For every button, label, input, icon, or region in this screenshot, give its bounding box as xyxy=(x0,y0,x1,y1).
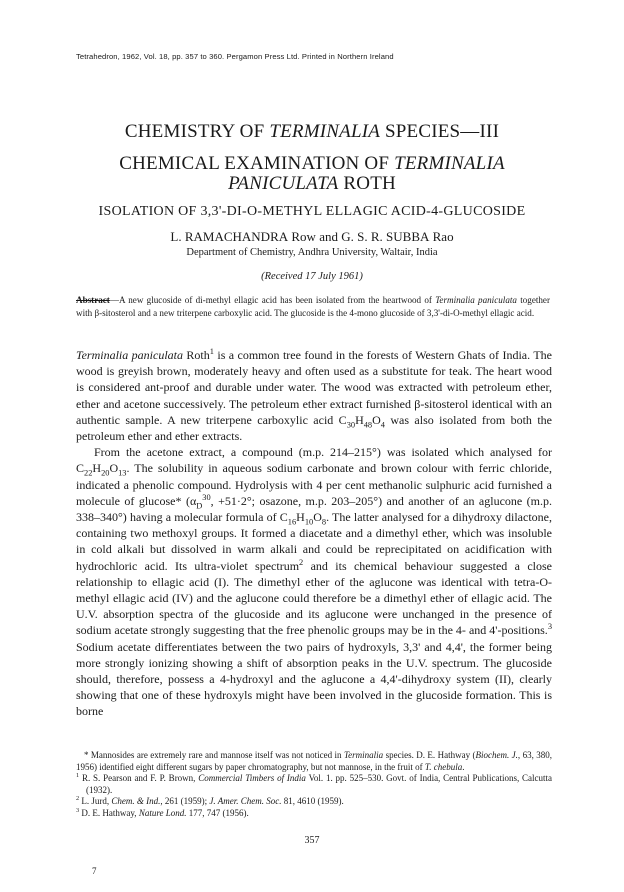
text: H xyxy=(92,461,102,476)
text: Roth xyxy=(182,348,210,362)
author-name: L. R xyxy=(170,229,194,244)
paragraph-2 xyxy=(76,444,552,719)
subscript: 22 xyxy=(84,468,93,478)
species-name: T. chebula xyxy=(424,761,463,772)
text: species. D. E. Hathway ( xyxy=(383,750,476,760)
species-name: Terminalia paniculata xyxy=(76,348,183,362)
text: R. S. Pearson and F. P. Brown, xyxy=(79,773,199,784)
subtitle: ISOLATION OF 3,3'-DI-O-METHYL ELLAGIC ACID-4-GLUCOSIDE xyxy=(98,204,526,219)
abstract-text: —A new glucoside of di-methyl ellagic acid has been isolated from the heartwood of xyxy=(109,295,436,305)
text: . The solubility in aqueous sodium carbonate and brown colour with ferric chloride, indicated a phenolic compound. Hydrolysis with 4 per cent methanolic sulphuric acid furnished a molecule of glucose* (α xyxy=(76,461,552,508)
author-name: G. S. R. S xyxy=(341,229,394,244)
title-text: CHEMICAL EXAMINATION OF xyxy=(119,153,395,174)
text: L. Jurd, xyxy=(79,796,112,807)
footnotes xyxy=(76,750,552,820)
subscript: 8 xyxy=(321,517,327,527)
footnote-ref-2 xyxy=(76,796,552,808)
subscript: 20 xyxy=(101,468,110,478)
ref-marker: 3 xyxy=(547,622,552,632)
ref-marker: 2 xyxy=(299,557,304,567)
subscript: 13 xyxy=(118,468,127,478)
body-text xyxy=(76,347,552,720)
title-genus: TERMINALIA xyxy=(269,121,381,142)
text: O xyxy=(372,412,381,427)
ref-number: 3 xyxy=(76,806,80,814)
author-name: UBBA xyxy=(393,229,430,244)
author-name: AMACHANDRA xyxy=(193,229,289,244)
footnote-ref-1 xyxy=(76,773,552,796)
signature-mark: 7 xyxy=(92,866,97,876)
subscript: 30 xyxy=(346,420,356,430)
book-title: Commercial Timbers of India xyxy=(198,773,306,784)
title-species: PANICULATA xyxy=(228,173,339,194)
journal-citation: Tetrahedron, 1962, Vol. 18, pp. 357 to 360. Pergamon Press Ltd. Printed in Northern Ireland xyxy=(76,52,394,61)
footnote-star xyxy=(76,750,552,773)
text: O xyxy=(109,461,119,476)
text: Sodium acetate differentiates between the two pairs of hydroxyls, 3,3' and 4,4', the former being more strongly ionizing showing a shift of absorption peaks in the U.V. spectrum. The glucoside should, therefore, possess a 4-hydroxyl and the aglucone a 4,4'-dihydroxy system (II), clearly showing that one of these hydroxyls might have been involved in the glucoside formation. This is borne xyxy=(76,639,552,719)
affiliation: Department of Chemistry, Andhra University, Waltair, India xyxy=(186,247,438,258)
page-number: 357 xyxy=(304,835,320,846)
author-name: Rao xyxy=(429,229,454,244)
subscript: 10 xyxy=(304,517,314,527)
title-genus: TERMINALIA xyxy=(394,153,505,174)
text: O xyxy=(313,510,322,525)
title-line-2 xyxy=(0,153,624,175)
subscript: D xyxy=(196,501,203,511)
text: and its chemical behaviour suggested a close relationship to ellagic acid (I). The dimethyl ether of the aglucone was identical with tetra-O-methyl ellagic acid (IV) and the aglucone could therefore be a dimethyl ether of ellagic acid. The U.V. absorption spectra of the glucoside and its aglucone were unchanged in the presence of sodium acetate strongly suggesting that the free phenolic groups may be in the 4- and 4'-positions. xyxy=(76,558,553,638)
paragraph-1 xyxy=(76,347,552,444)
text: . The latter analysed for a dihydroxy dilactone, containing two methoxyl groups. It formed a diacetate and a dimethyl ether, which was insoluble in cold alkali but dissolved in warm alkali and could be reprecipitated on acidification with hydrochloric acid. Its ultra-violet spectrum xyxy=(76,510,552,573)
text: 177, 747 (1956). xyxy=(186,807,249,818)
footnote-ref-3 xyxy=(76,808,552,820)
authors xyxy=(0,229,624,245)
title-text: SPECIES—III xyxy=(380,121,500,142)
text: D. E. Hathway, xyxy=(79,807,139,818)
journal-name: Chem. & Ind. xyxy=(111,796,161,807)
journal-name: J. Amer. Chem. Soc. xyxy=(209,796,282,807)
text: was also isolated from both the petroleum ether and ether extracts. xyxy=(76,412,552,444)
superscript: 30 xyxy=(202,492,211,502)
text: Vol. 1. pp. 525–530. Govt. of India, Central Publications, Calcutta (1932). xyxy=(86,773,552,795)
text: . xyxy=(462,761,465,772)
abstract-species: Terminalia paniculata xyxy=(435,295,517,305)
title-text: CHEMISTRY OF xyxy=(124,121,270,142)
ref-number: 1 xyxy=(76,772,80,780)
text: 81, 4610 (1959). xyxy=(281,796,344,807)
text: , +51·2°; osazone, m.p. 203–205°) and another of an aglucone (m.p. 338–340°) having a molecular formula of C xyxy=(76,493,552,525)
subscript: 48 xyxy=(363,420,373,430)
text: H xyxy=(355,412,364,427)
species-name: Terminalia xyxy=(343,750,384,760)
text: is a common tree found in the forests of Western Ghats of India. The wood is greyish brown, moderately heavy and often used as a substitute for teak. The heart wood is considered ant-proof and durable under water. The wood was extracted with petroleum ether, ether and acetone successively. The petroleum ether extract furnished β-sitosterol identical with an authentic sample. A new triterpene carboxylic acid C xyxy=(76,348,552,427)
subscript: 16 xyxy=(287,517,297,527)
text: * Mannosides are extremely rare and mannose itself was not noticed in xyxy=(84,750,344,760)
journal-name: Nature Lond. xyxy=(138,807,187,818)
title-line-3 xyxy=(0,173,624,195)
author-conjunction: and xyxy=(315,229,342,244)
text: H xyxy=(296,510,305,525)
journal-name: Biochem. J. xyxy=(475,750,518,760)
ref-marker: 1 xyxy=(209,347,214,356)
abstract xyxy=(76,294,550,320)
author-name: Row xyxy=(288,229,316,244)
abstract-text: together with β-sitosterol and a new triterpene carboxylic acid. The glucoside is the 4-mono glucoside of 3,3'-di-O-methyl ellagic acid. xyxy=(76,295,551,318)
abstract-label: Abstract xyxy=(76,295,110,305)
text: , 261 (1959); xyxy=(160,796,210,807)
title-line-1 xyxy=(0,121,624,143)
title-text: ROTH xyxy=(338,173,396,194)
subscript: 4 xyxy=(380,420,385,430)
text: From the acetone extract, a compound (m.p. 214–215°) was isolated which analysed for C xyxy=(76,445,552,476)
ref-number: 2 xyxy=(76,795,80,803)
text: , 63, 380, 1956) identified eight different sugars by paper chromatography, but not mannose, in the fruit of xyxy=(76,750,552,772)
received-date: (Received 17 July 1961) xyxy=(261,271,363,282)
